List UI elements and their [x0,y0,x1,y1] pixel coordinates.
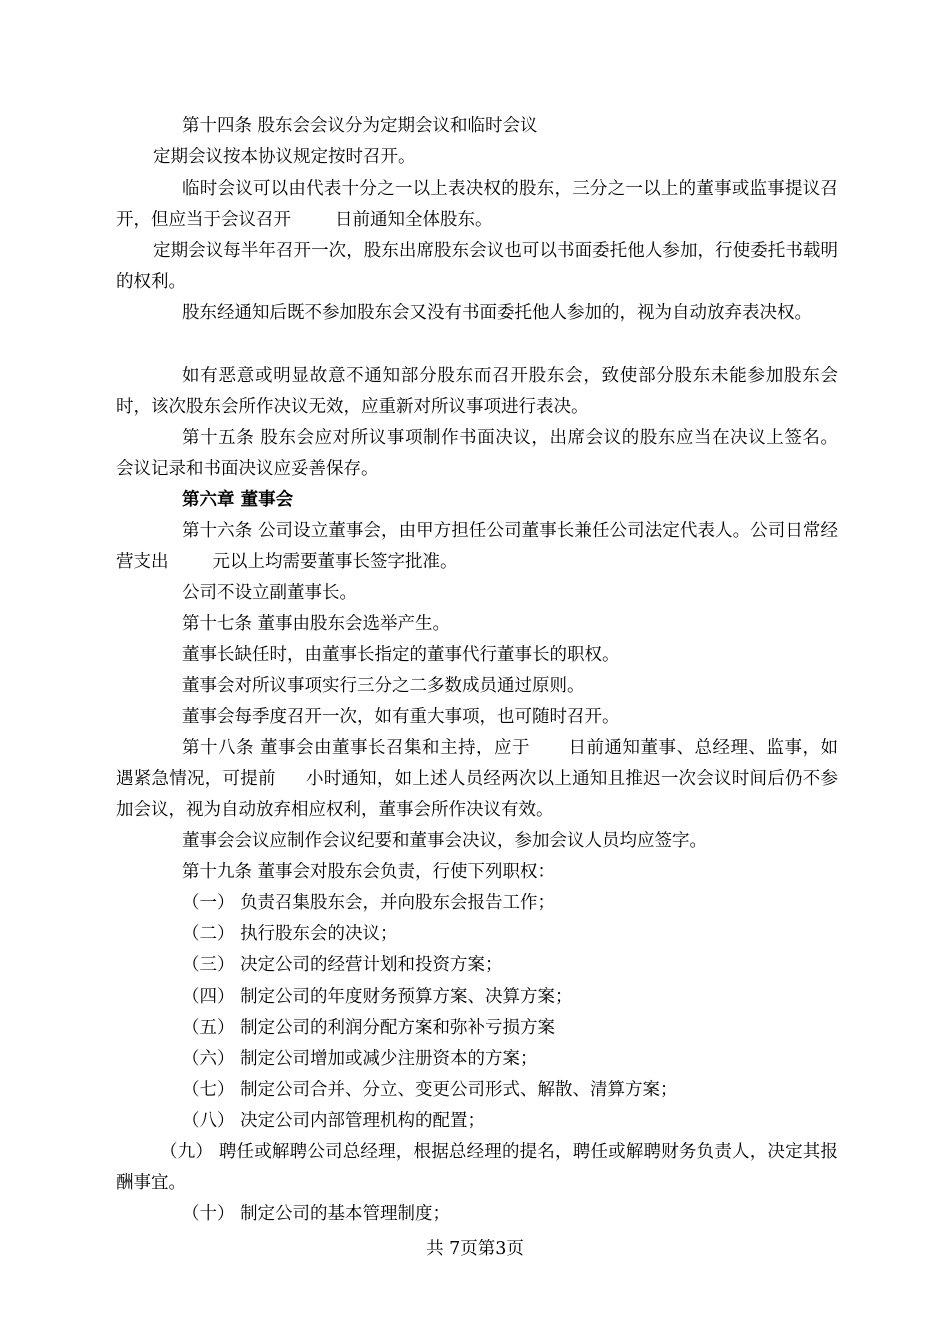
paragraph-interim-meeting [116,174,838,236]
list-item: （三） 决定公司的经营计划和投资方案； [182,955,503,975]
paragraph-semiannual-meeting: 定期会议每半年召开一次，股东出席股东会议也可以书面委托他人参加，行使委托书载明的权利。 [116,241,838,292]
article-16 [116,516,838,578]
list-item: （六） 制定公司增加或减少注册资本的方案； [182,1049,538,1069]
article-16-text-end: 元以上均需要董事长签字批准。 [212,552,458,572]
article-18-text-end: 小时通知，如上述人员经两次以上通知且推迟一次会议时间后仍不参加会议，视为自动放弃相应权利，董事会所作决议有效。 [116,769,839,820]
list-item: （十） 制定公司的基本管理制度； [182,1204,451,1224]
article-18-text: 第十八条 董事会由董事长召集和主持，应于 [182,738,531,758]
interim-meeting-text-end: 日前通知全体股东。 [335,210,493,230]
paragraph-invalid-resolution: 如有恶意或明显故意不通知部分股东而召开股东会，致使部分股东未能参加股东会时，该次股东会所作决议无效，应重新对所议事项进行表决。 [116,366,838,417]
article-14: 第十四条 股东会会议分为定期会议和临时会议 [182,116,538,136]
chapter-6-heading: 第六章 董事会 [182,490,294,510]
paragraph-two-thirds: 董事会对所议事项实行三分之二多数成员通过原则。 [182,676,585,696]
paragraph-waiver: 股东经通知后既不参加股东会又没有书面委托他人参加的，视为自动放弃表决权。 [182,303,812,323]
paragraph-chairman-absence: 董事长缺任时，由董事长指定的董事代行董事长的职权。 [182,645,620,665]
list-item: （九） 聘任或解聘公司总经理，根据总经理的提名，聘任或解聘财务负责人，决定其报酬事宜。 [116,1142,838,1193]
article-17: 第十七条 董事由股东会选举产生。 [182,614,451,634]
paragraph-regular-meeting: 定期会议按本协议规定按时召开。 [153,147,416,167]
list-item: （七） 制定公司合并、分立、变更公司形式、解散、清算方案； [182,1080,678,1100]
page-footer: 共 7页第3页 [426,1239,524,1259]
list-item: （五） 制定公司的利润分配方案和弥补亏损方案 [182,1018,556,1038]
article-18-text-mid: 日前通知董事、总经理、监事，如遇紧急情况，可提前 [116,738,839,789]
interim-meeting-text: 临时会议可以由代表十分之一以上表决权的股东，三分之一以上的董事或监事提议召开，但应当于会议召开 [116,179,838,230]
list-item: （一） 负责召集股东会，并向股东会报告工作； [182,893,556,913]
list-item: （四） 制定公司的年度财务预算方案、决算方案； [182,987,573,1007]
article-18 [116,733,838,826]
list-item: （八） 决定公司内部管理机构的配置； [182,1111,486,1131]
article-16-text: 第十六条 公司设立董事会，由甲方担任公司董事长兼任公司法定代表人。公司日常经营支出 [116,521,838,572]
paragraph-quarterly-meeting: 董事会每季度召开一次，如有重大事项，也可随时召开。 [182,707,620,727]
paragraph-minutes: 董事会会议应制作会议纪要和董事会决议，参加会议人员均应签字。 [182,831,707,851]
list-item: （二） 执行股东会的决议； [182,924,398,944]
article-19: 第十九条 董事会对股东会负责，行使下列职权： [182,862,556,882]
article-15: 第十五条 股东会应对所议事项制作书面决议，出席会议的股东应当在决议上签名。 会议记录和书面决议应妥善保存。 [116,428,838,479]
paragraph-no-vice-chairman: 公司不设立副董事长。 [182,583,357,603]
